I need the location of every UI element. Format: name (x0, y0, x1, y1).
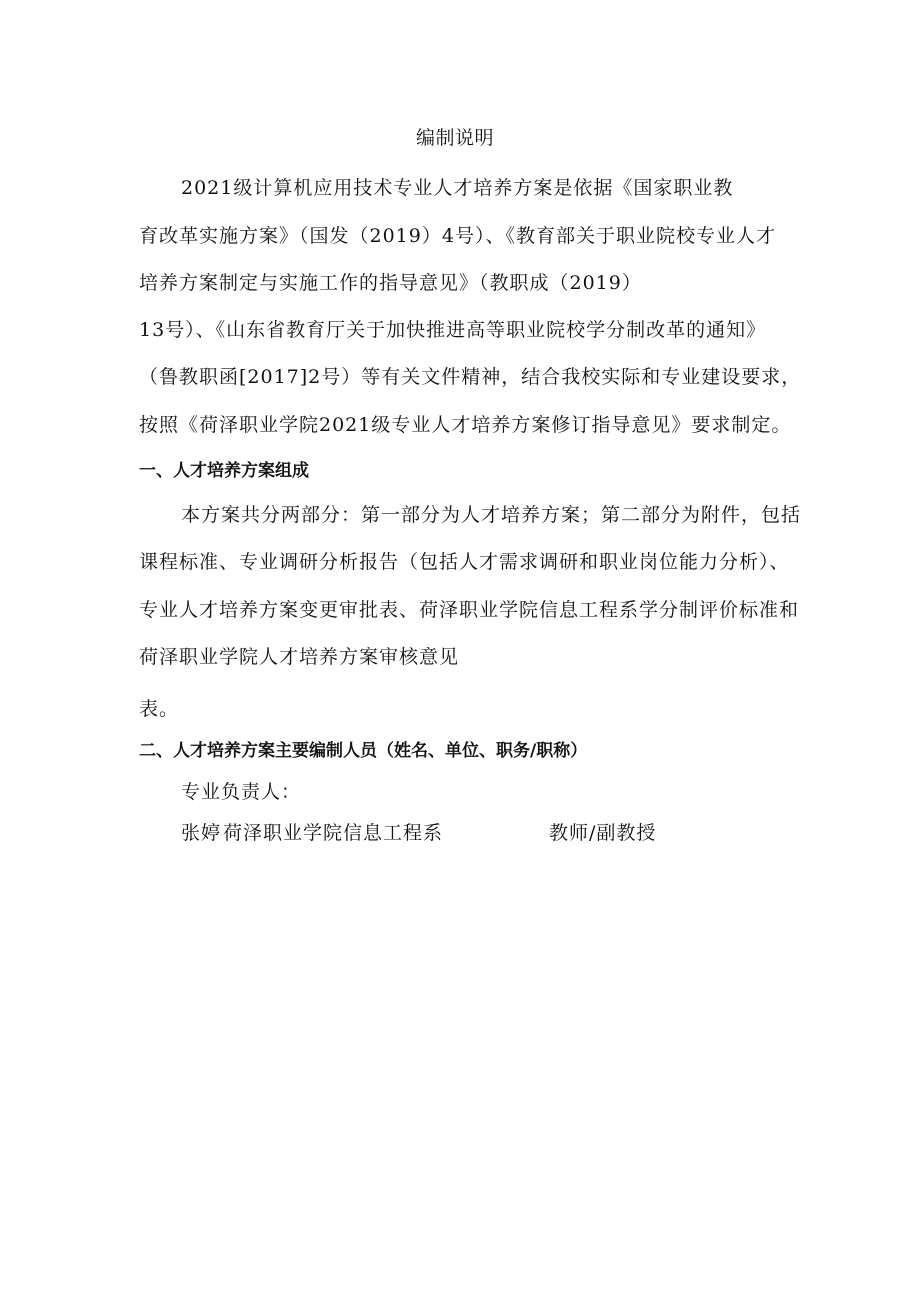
section1-line-2: 课程标准、专业调研分析报告（包括人才需求调研和职业岗位能力分析）、 (139, 551, 790, 573)
intro-line-1: 2021级计算机应用技术专业人才培养方案是依据《国家职业教 (181, 177, 734, 199)
section1-line-5: 表。 (139, 698, 180, 720)
section2-heading: 二、人才培养方案主要编制人员（姓名、单位、职务/职称） (139, 741, 588, 761)
intro-line-3: 培养方案制定与实施工作的指导意见》（教职成（2019） (139, 272, 642, 294)
intro-line-2: 育改革实施方案》（国发（2019）4号）、《教育部关于职业院校专业人才 (139, 225, 776, 247)
intro-line-6: 按照《荷泽职业学院2021级专业人才培养方案修订指导意见》要求制定。 (139, 414, 792, 436)
intro-line-4: 13号）、《山东省教育厅关于加快推进高等职业院校学分制改革的通知》 (139, 319, 767, 341)
section1-line-1: 本方案共分两部分：第一部分为人才培养方案；第二部分为附件，包括 (181, 504, 802, 526)
person-title: 教师/副教授 (549, 822, 657, 844)
intro-line-5: （鲁教职函[2017]2号）等有关文件精神，结合我校实际和专业建设要求， (139, 366, 802, 388)
document-title: 编制说明 (416, 127, 495, 149)
section1-line-3: 专业人才培养方案变更审批表、荷泽职业学院信息工程系学分制评价标准和 (139, 599, 800, 621)
section1-heading: 一、人才培养方案组成 (139, 461, 309, 481)
role-label: 专业负责人： (181, 781, 302, 803)
person-unit: 荷泽职业学院信息工程系 (223, 822, 444, 844)
section1-line-4: 荷泽职业学院人才培养方案审核意见 (139, 646, 460, 668)
person-name: 张婷 (181, 822, 222, 844)
